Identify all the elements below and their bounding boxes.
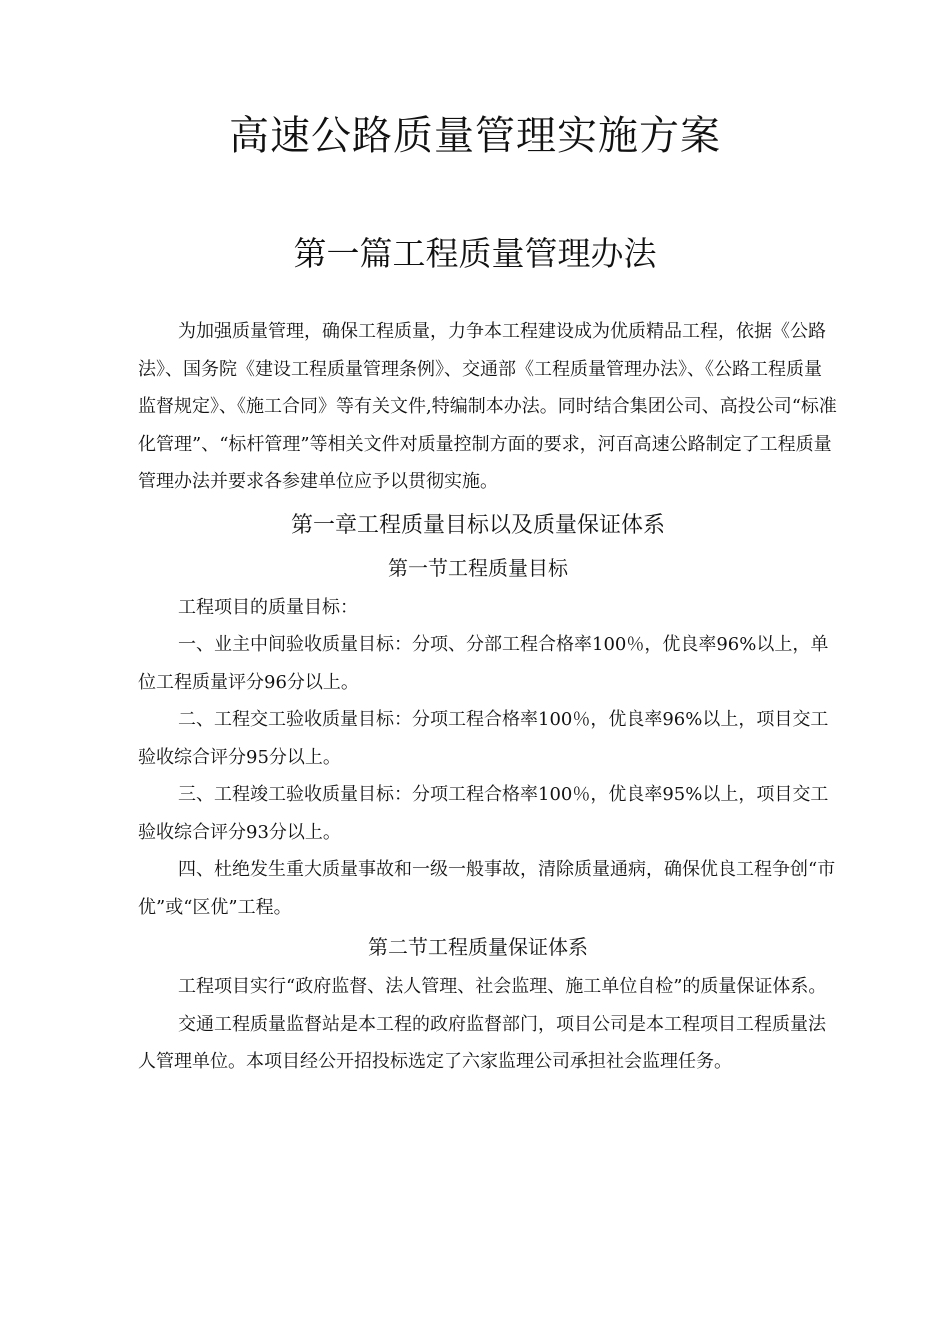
intro-paragraph: 为加强质量管理，确保工程质量，力争本工程建设成为优质精品工程，依据《公路法》、国务院《建设工程质量管理条例》、交通部《工程质量管理办法》、《公路工程质量监督规定》、《施工合同》等有关文件,特编制本办法。同时结合集团公司、高投公司“标准化管理”、“标杆管理”等相关文件对质量控制方面的要求，河百高速公路制定了工程质量管理办法并要求各参建单位应予以贯彻实施。 (138, 321, 837, 492)
section-title: 第一节工程质量目标 (388, 555, 568, 580)
part-title: 第一篇工程质量管理办法 (293, 234, 657, 273)
body-paragraph: 工程项目实行“政府监督、法人管理、社会监理、施工单位自检”的质量保证体系。 (178, 976, 827, 997)
chapter-title: 第一章工程质量目标以及质量保证体系 (290, 512, 665, 538)
section-lead: 工程项目的质量目标： (178, 596, 358, 618)
goal-item: 二、工程交工验收质量目标：分项工程合格率100％，优良率96%以上，项目交工验收综合评分95分以上。 (138, 709, 829, 768)
goal-item: 一、业主中间验收质量目标：分项、分部工程合格率100％，优良率96%以上，单位工程质量评分96分以上。 (138, 634, 829, 693)
goal-item: 三、工程竣工验收质量目标：分项工程合格率100％，优良率95%以上，项目交工验收综合评分93分以上。 (138, 784, 829, 843)
body-paragraph: 交通工程质量监督站是本工程的政府监督部门，项目公司是本工程项目工程质量法人管理单位。本项目经公开招投标选定了六家监理公司承担社会监理任务。 (138, 1013, 826, 1072)
section-title: 第二节工程质量保证体系 (368, 935, 588, 959)
goal-item: 四、杜绝发生重大质量事故和一级一般事故，清除质量通病，确保优良工程争创“市优”或“区优”工程。 (138, 859, 836, 918)
document-title: 高速公路质量管理实施方案 (229, 113, 721, 159)
document-body (138, 313, 838, 1081)
